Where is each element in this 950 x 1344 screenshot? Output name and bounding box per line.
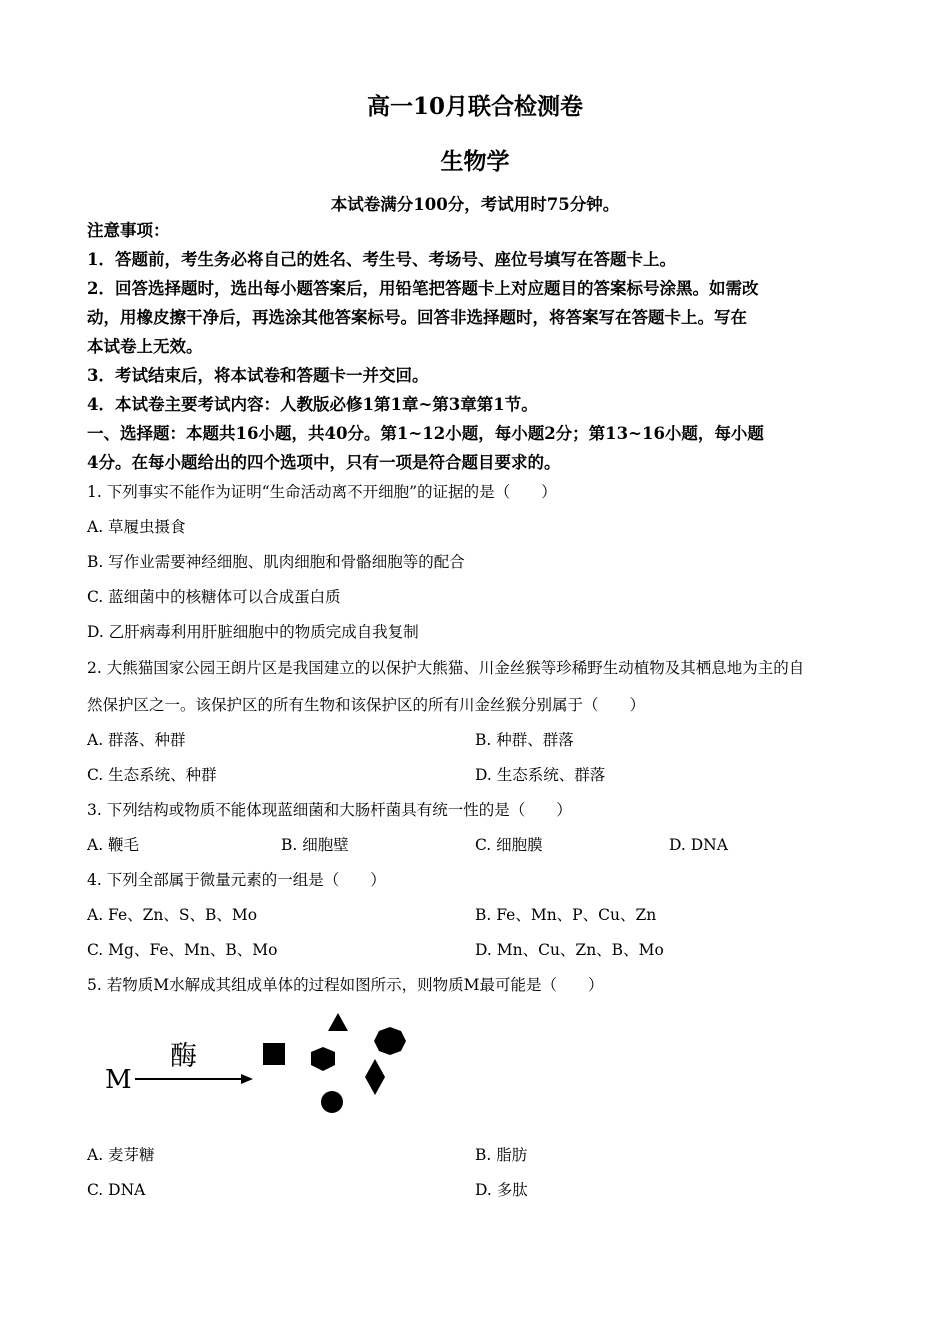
question-2-option-d: D. 生态系统、群落 <box>475 766 606 784</box>
question-4-option-b: B. Fe、Mn、P、Cu、Zn <box>475 906 657 924</box>
question-4-stem: 4. 下列全部属于微量元素的一组是（ ） <box>87 871 386 889</box>
section-heading-line-b: 4分。在每小题给出的四个选项中，只有一项是符合题目要求的。 <box>87 453 561 472</box>
question-2-stem-line-b: 然保护区之一。该保护区的所有生物和该保护区的所有川金丝猴分别属于（ ） <box>87 696 646 714</box>
hexagon-monomer <box>311 1047 335 1071</box>
question-4-option-a: A. Fe、Zn、S、B、Mo <box>87 906 258 924</box>
diamond-monomer <box>365 1059 385 1095</box>
note-3: 3．考试结束后，将本试卷和答题卡一并交回。 <box>87 366 429 385</box>
octagon-monomer <box>374 1027 406 1055</box>
section-heading-line-a: 一、选择题：本题共16小题，共40分。第1~12小题，每小题2分；第13~16小题，每小题 <box>87 424 764 443</box>
question-4-option-d: D. Mn、Cu、Zn、B、Mo <box>475 941 664 959</box>
question-5-option-d: D. 多肽 <box>475 1181 528 1199</box>
question-1-option-b: B. 写作业需要神经细胞、肌肉细胞和骨骼细胞等的配合 <box>87 553 465 571</box>
note-2-line-b: 动，用橡皮擦干净后，再选涂其他答案标号。回答非选择题时，将答案写在答题卡上。写在 <box>87 308 747 327</box>
question-2-option-c: C. 生态系统、种群 <box>87 766 217 784</box>
note-4: 4．本试卷主要考试内容：人教版必修1第1章~第3章第1节。 <box>87 395 538 414</box>
question-3-option-a: A. 鞭毛 <box>87 836 140 854</box>
question-2-stem-line-a: 2. 大熊猫国家公园王朗片区是我国建立的以保护大熊猫、川金丝猴等珍稀野生动植物及其栖息地为主的自 <box>87 659 805 677</box>
note-1: 1．答题前，考生务必将自己的姓名、考生号、考场号、座位号填写在答题卡上。 <box>87 250 676 269</box>
question-3-option-c: C. 细胞膜 <box>475 836 543 854</box>
question-1-option-a: A. 草履虫摄食 <box>87 518 186 536</box>
notes-heading: 注意事项： <box>87 221 170 240</box>
question-1-stem: 1. 下列事实不能作为证明“生命活动离不开细胞”的证据的是（ ） <box>87 483 557 501</box>
question-1-option-d: D. 乙肝病毒利用肝脏细胞中的物质完成自我复制 <box>87 623 419 641</box>
square-monomer <box>263 1043 285 1065</box>
question-5-option-b: B. 脂肪 <box>475 1146 528 1164</box>
question-3-option-d: D. DNA <box>669 836 728 854</box>
question-1-option-c: C. 蓝细菌中的核糖体可以合成蛋白质 <box>87 588 341 606</box>
question-5-option-a: A. 麦芽糖 <box>87 1146 155 1164</box>
note-2-line-a: 2．回答选择题时，选出每小题答案后，用铅笔把答题卡上对应题目的答案标号涂黑。如需改 <box>87 279 759 298</box>
question-4-option-c: C. Mg、Fe、Mn、B、Mo <box>87 941 278 959</box>
question-2-option-b: B. 种群、群落 <box>475 731 574 749</box>
hydrolysis-figure <box>95 1005 425 1130</box>
substance-m-label: M <box>105 1065 132 1095</box>
reaction-arrow-head <box>241 1074 253 1084</box>
enzyme-label: 酶 <box>170 1041 197 1072</box>
circle-monomer <box>321 1091 343 1113</box>
question-3-option-b: B. 细胞壁 <box>281 836 349 854</box>
question-2-option-a: A. 群落、种群 <box>87 731 186 749</box>
subject-title: 生物学 <box>440 148 510 175</box>
question-5-option-c: C. DNA <box>87 1181 146 1199</box>
triangle-monomer <box>328 1013 348 1031</box>
exam-title: 高一10月联合检测卷 <box>366 93 583 120</box>
question-5-stem: 5. 若物质M水解成其组成单体的过程如图所示，则物质M最可能是（ ） <box>87 976 604 994</box>
note-2-line-c: 本试卷上无效。 <box>87 337 203 356</box>
exam-info: 本试卷满分100分，考试用时75分钟。 <box>330 195 620 214</box>
question-3-stem: 3. 下列结构或物质不能体现蓝细菌和大肠杆菌具有统一性的是（ ） <box>87 801 572 819</box>
